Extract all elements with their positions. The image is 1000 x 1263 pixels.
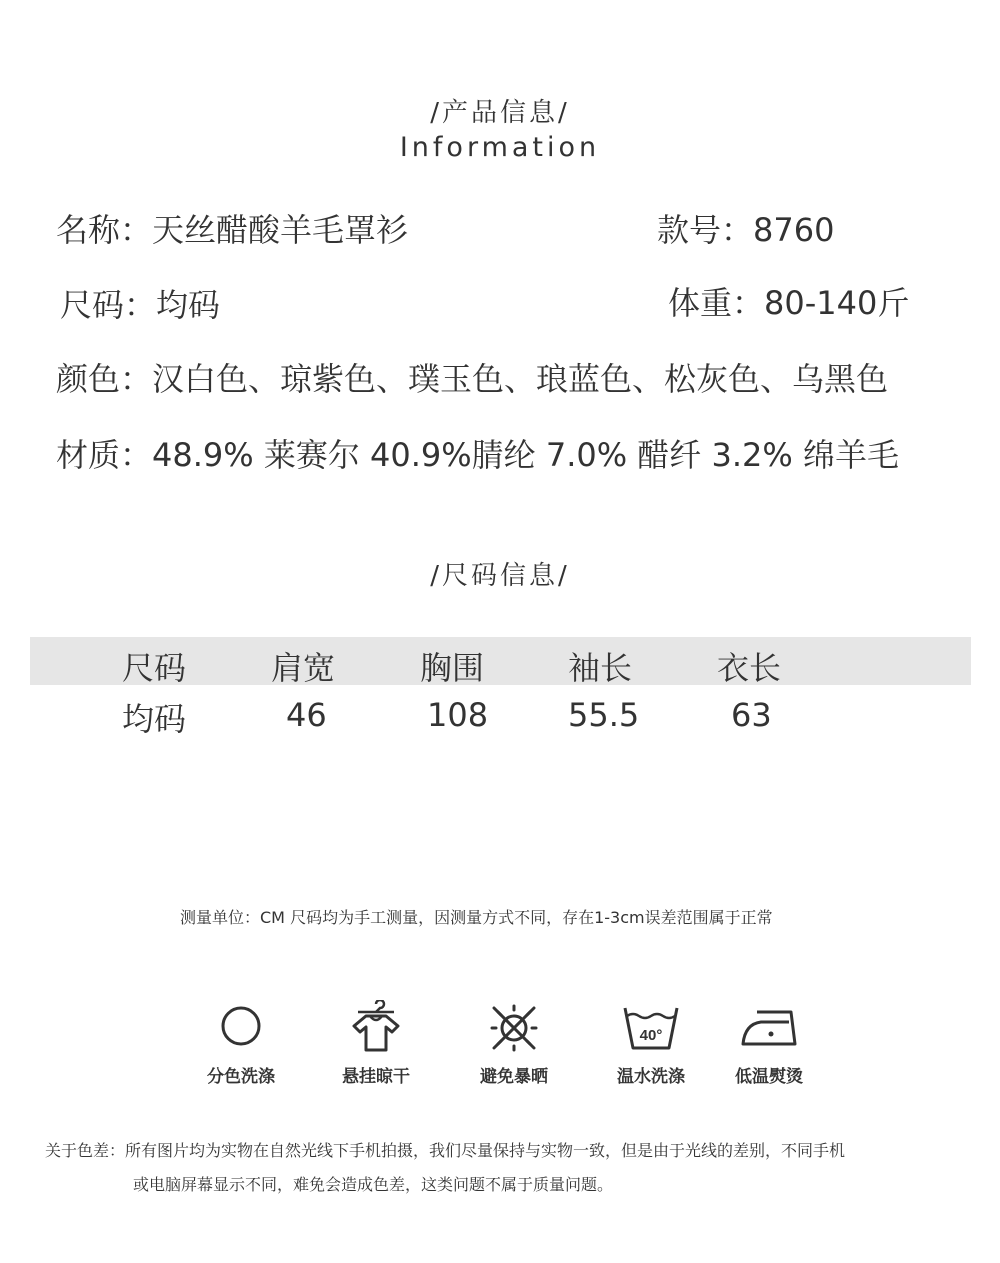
hanging-shirt-icon xyxy=(346,1000,406,1056)
table-cell-size: 均码 xyxy=(122,700,187,738)
size-info-title: /尺码信息/ xyxy=(430,561,570,591)
product-weight: 体重：80-140斤 xyxy=(668,284,910,322)
care-item-low-iron xyxy=(709,1000,829,1087)
wash-40-icon xyxy=(621,1000,681,1056)
product-colors: 颜色：汉白色、琼紫色、璞玉色、琅蓝色、松灰色、乌黑色 xyxy=(56,360,889,398)
wash-temperature: 40° xyxy=(639,1027,663,1044)
table-header-size: 尺码 xyxy=(122,649,187,687)
disclaimer-line-2: 或电脑屏幕显示不同，难免会造成色差，这类问题不属于质量问题。 xyxy=(133,1175,614,1194)
table-header-chest: 胸围 xyxy=(420,649,485,687)
care-item-hang-dry xyxy=(316,1000,436,1087)
no-sun-icon xyxy=(484,1000,544,1056)
circle-icon xyxy=(211,1000,271,1056)
care-item-separate-wash xyxy=(181,1000,301,1087)
table-header-length: 衣长 xyxy=(717,649,782,687)
table-cell-shoulder: 46 xyxy=(286,696,327,734)
care-item-warm-wash xyxy=(591,1000,711,1087)
care-label: 避免暴晒 xyxy=(480,1067,548,1087)
product-style-number: 款号：8760 xyxy=(657,211,835,249)
care-label: 低温熨烫 xyxy=(735,1067,803,1087)
care-label: 悬挂晾干 xyxy=(342,1067,410,1087)
table-cell-length: 63 xyxy=(731,696,772,734)
low-iron-icon xyxy=(739,1000,799,1056)
table-header-shoulder: 肩宽 xyxy=(271,649,336,687)
product-name: 名称：天丝醋酸羊毛罩衫 xyxy=(56,211,409,249)
product-size: 尺码：均码 xyxy=(60,286,221,324)
product-material: 材质：48.9% 莱赛尔 40.9%腈纶 7.0% 醋纤 3.2% 绵羊毛 xyxy=(56,436,899,474)
product-info-title: /产品信息/ xyxy=(430,98,570,128)
table-header-sleeve: 袖长 xyxy=(568,649,633,687)
care-item-avoid-sun xyxy=(454,1000,574,1087)
table-cell-chest: 108 xyxy=(427,696,489,734)
measurement-note: 测量单位：CM 尺码均为手工测量，因测量方式不同，存在1-3cm误差范围属于正常 xyxy=(180,908,773,927)
care-label: 分色洗涤 xyxy=(207,1067,275,1087)
care-label: 温水洗涤 xyxy=(617,1067,685,1087)
table-cell-sleeve: 55.5 xyxy=(568,696,640,734)
disclaimer-line-1: 关于色差：所有图片均为实物在自然光线下手机拍摄，我们尽量保持与实物一致，但是由于光线的差别，不同手机 xyxy=(45,1141,846,1160)
product-info-subtitle: Information xyxy=(399,132,601,163)
